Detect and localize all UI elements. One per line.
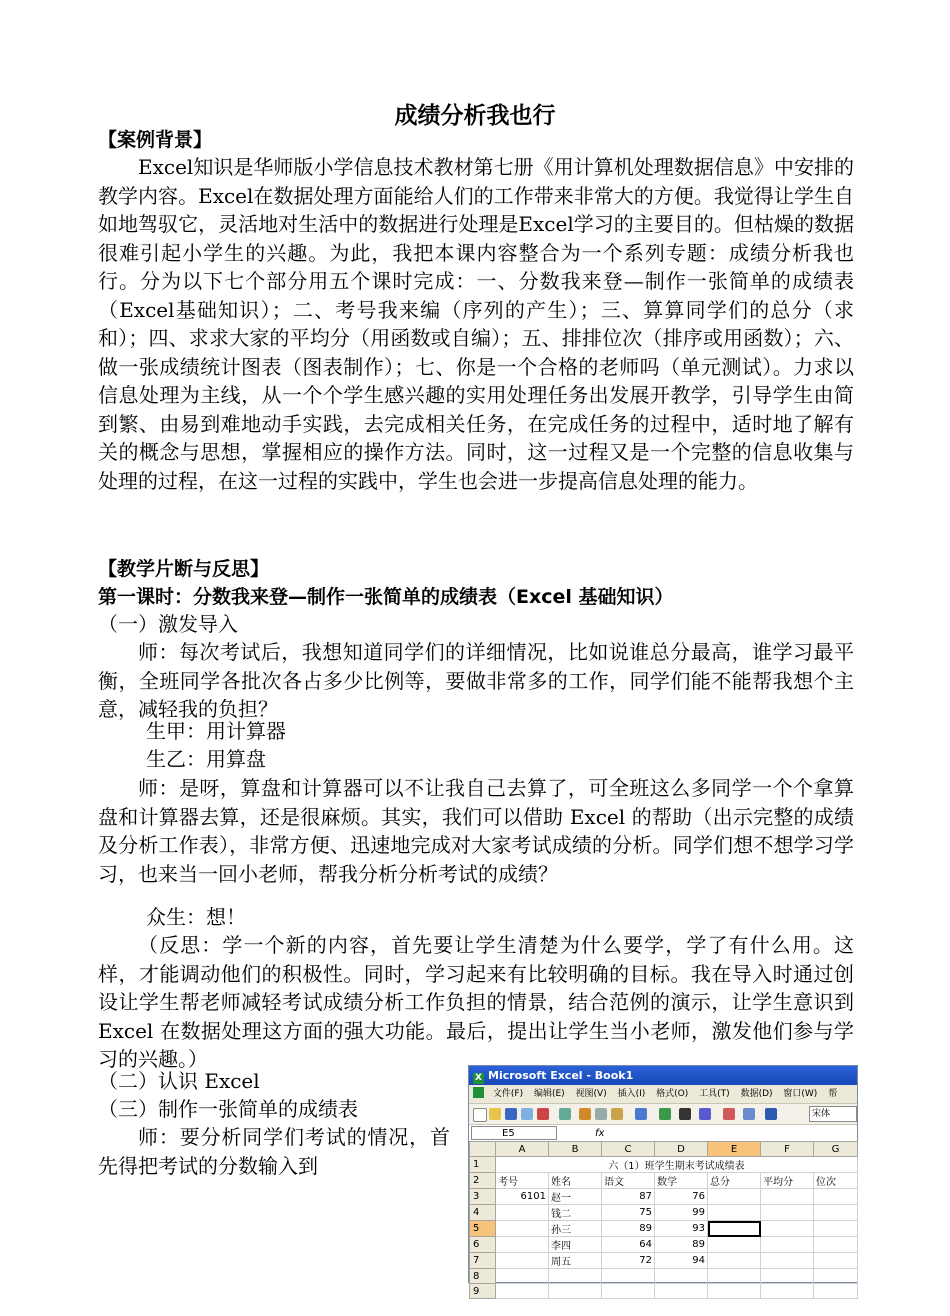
empty-cell[interactable] [814, 1253, 858, 1269]
sheet-title-cell[interactable]: 六（1）班学生期末考试成绩表 [496, 1157, 858, 1173]
row-header[interactable]: 3 [470, 1189, 496, 1205]
id-cell[interactable] [496, 1205, 549, 1221]
autosum-icon[interactable] [679, 1108, 691, 1120]
empty-cell[interactable] [602, 1269, 655, 1284]
empty-cell[interactable] [814, 1205, 858, 1221]
part2-label: （二）认识 Excel [98, 1069, 260, 1093]
save-icon[interactable] [505, 1108, 517, 1120]
part1-label: （一）激发导入 [98, 612, 238, 636]
permission-icon[interactable] [521, 1108, 533, 1120]
row-header[interactable]: 8 [470, 1269, 496, 1284]
paste-icon[interactable] [611, 1108, 623, 1120]
empty-cell[interactable] [761, 1269, 814, 1284]
excel-doc-icon [473, 1087, 484, 1098]
column-header-row [470, 1142, 858, 1157]
excel-menu-bar [469, 1085, 857, 1104]
row-header[interactable]: 9 [470, 1284, 496, 1299]
table-row [470, 1173, 858, 1189]
empty-cell[interactable] [708, 1237, 761, 1253]
open-icon[interactable] [489, 1108, 501, 1120]
table-row [470, 1253, 858, 1269]
menu-data[interactable]: 数据(D) [740, 1089, 773, 1099]
spellcheck-icon[interactable] [559, 1108, 571, 1120]
menu-view[interactable]: 视图(V) [575, 1089, 607, 1099]
row-header[interactable]: 7 [470, 1253, 496, 1269]
teacher-dialogue-1: 师：每次考试后，我想知道同学们的详细情况，比如说谁总分最高，谁学习最平衡，全班同学各批次各占多少比例等，要做非常多的工作，同学们能不能帮我想个主意，减轻我的负担？ [98, 640, 854, 721]
name-box[interactable]: E5 [471, 1126, 557, 1140]
hyperlink-icon[interactable] [659, 1108, 671, 1120]
math-cell[interactable]: 76 [655, 1189, 708, 1205]
math-cell[interactable]: 99 [655, 1205, 708, 1221]
zoom-icon[interactable] [743, 1108, 755, 1120]
table-row [470, 1284, 858, 1299]
row-header[interactable]: 1 [470, 1157, 496, 1173]
header-cell[interactable]: 语文 [602, 1173, 655, 1189]
empty-cell[interactable] [761, 1253, 814, 1269]
empty-cell[interactable] [708, 1284, 761, 1299]
header-cell[interactable]: 数学 [655, 1173, 708, 1189]
excel-window-title: Microsoft Excel - Book1 [488, 1069, 634, 1082]
column-header-c[interactable]: C [602, 1142, 655, 1157]
menu-file[interactable]: 文件(F) [492, 1089, 524, 1099]
excel-toolbar [469, 1104, 857, 1125]
row-header[interactable]: 4 [470, 1205, 496, 1221]
empty-cell[interactable] [496, 1284, 549, 1299]
column-header-a[interactable]: A [496, 1142, 549, 1157]
empty-cell[interactable] [761, 1284, 814, 1299]
empty-cell[interactable] [655, 1284, 708, 1299]
table-row [470, 1205, 858, 1221]
reflection-paragraph: （反思：学一个新的内容，首先要让学生清楚为什么要学，学了有什么用。这样，才能调动他们的积极性。同时，学习起来有比较明确的目标。我在导入时通过创设让学生帮老师减轻考试成绩分析工作负担的情景，结合范例的演示，让学生意识到 Excel 在数据处理这方面的强大功能。最后，提出让学生当小老师，激发他们参与学习的兴趣。） [98, 933, 854, 1071]
math-cell[interactable]: 93 [655, 1221, 708, 1237]
excel-screenshot [468, 1065, 858, 1297]
undo-icon[interactable] [635, 1108, 647, 1120]
teacher-dialogue-2: 师：是呀，算盘和计算器可以不让我自己去算了，可全班这么多同学一个个拿算盘和计算器去算，还是很麻烦。其实，我们可以借助 Excel 的帮助（出示完整的成绩及分析工作表），非常方便、迅速地完成对大家考试成绩的分析。同学们想不想学习学习，也来当一回小老师，帮我分析分析考试的成绩？ [98, 776, 854, 886]
student-b-dialogue: 生乙：用算盘 [146, 747, 266, 771]
background-paragraph: Excel知识是华师版小学信息技术教材第七册《用计算机处理数据信息》中安排的教学内容。Excel在数据处理方面能给人们的工作带来非常大的方便。我觉得让学生自如地驾驭它，灵活地对生活中的数据进行处理是Excel学习的主要目的。但枯燥的数据很难引起小学生的兴趣。为此，我把本课内容整合为一个系列专题：成绩分析我也行。分为以下七个部分用五个课时完成：一、分数我来登—制作一张简单的成绩表（Excel基础知识）；二、考号我来编（序列的产生）；三、算算同学们的总分（求和）；四、求求大家的平均分（用函数或自编）；五、排排位次（排序或用函数）；六、做一张成绩统计图表（图表制作）；七、你是一个合格的老师吗（单元测试）。力求以信息处理为主线，从一个个学生感兴趣的实用处理任务出发展开教学，引导学生由简到繁、由易到难地动手实践，去完成相关任务，在完成任务的过程中，适时地了解有关的概念与思想，掌握相应的操作方法。同时，这一过程又是一个完整的信息收集与处理的过程，在这一过程的实践中，学生也会进一步提高信息处理的能力。 [98, 155, 854, 493]
empty-cell[interactable] [814, 1269, 858, 1284]
id-cell[interactable] [496, 1221, 549, 1237]
table-row [470, 1237, 858, 1253]
menu-window[interactable]: 窗口(W) [783, 1089, 818, 1099]
name-cell[interactable]: 赵一 [549, 1189, 602, 1205]
header-cell[interactable]: 总分 [708, 1173, 761, 1189]
student-a-dialogue: 生甲：用计算器 [146, 719, 286, 743]
empty-cell[interactable] [761, 1205, 814, 1221]
column-header-b[interactable]: B [549, 1142, 602, 1157]
part3-label: （三）制作一张简单的成绩表 [98, 1097, 358, 1121]
empty-cell[interactable] [761, 1221, 814, 1237]
math-cell[interactable]: 94 [655, 1253, 708, 1269]
name-cell[interactable]: 钱二 [549, 1205, 602, 1221]
column-header-d[interactable]: D [655, 1142, 708, 1157]
chinese-cell[interactable]: 72 [602, 1253, 655, 1269]
empty-cell[interactable] [602, 1284, 655, 1299]
menu-edit[interactable]: 编辑(E) [533, 1089, 565, 1099]
math-cell[interactable]: 89 [655, 1237, 708, 1253]
section-heading-background: 【案例背景】 [98, 129, 213, 151]
header-cell[interactable]: 位次 [814, 1173, 858, 1189]
name-cell[interactable]: 周五 [549, 1253, 602, 1269]
select-all-corner[interactable] [470, 1142, 496, 1157]
lesson1-heading: 第一课时：分数我来登—制作一张简单的成绩表（Excel 基础知识） [98, 586, 674, 608]
font-name-box[interactable]: 宋体 [809, 1106, 857, 1122]
chinese-cell[interactable]: 89 [602, 1221, 655, 1237]
cut-icon[interactable] [579, 1108, 591, 1120]
row-header[interactable]: 2 [470, 1173, 496, 1189]
empty-cell[interactable] [708, 1253, 761, 1269]
header-cell[interactable]: 姓名 [549, 1173, 602, 1189]
selected-cell-e5[interactable] [708, 1221, 761, 1237]
table-row [470, 1269, 858, 1284]
empty-cell[interactable] [814, 1221, 858, 1237]
empty-cell[interactable] [708, 1269, 761, 1284]
empty-cell[interactable] [496, 1269, 549, 1284]
chinese-cell[interactable]: 87 [602, 1189, 655, 1205]
excel-title-bar [469, 1066, 857, 1085]
id-cell[interactable] [496, 1237, 549, 1253]
empty-cell[interactable] [708, 1205, 761, 1221]
column-header-g[interactable]: G [814, 1142, 858, 1157]
fx-icon[interactable]: fx [595, 1128, 605, 1139]
chinese-cell[interactable]: 75 [602, 1205, 655, 1221]
table-row [470, 1221, 858, 1237]
table-row [470, 1189, 858, 1205]
id-cell[interactable]: 6101 [496, 1189, 549, 1205]
chinese-cell[interactable]: 64 [602, 1237, 655, 1253]
spreadsheet-grid [469, 1141, 858, 1299]
name-cell[interactable]: 李四 [549, 1237, 602, 1253]
id-cell[interactable] [496, 1253, 549, 1269]
section-heading-teaching: 【教学片断与反思】 [98, 558, 270, 580]
table-row [470, 1157, 858, 1173]
menu-format[interactable]: 格式(O) [656, 1089, 689, 1099]
menu-help[interactable]: 帮 [828, 1089, 838, 1099]
teacher-dialogue-3: 师：要分析同学们考试的情况，首先得把考试的分数输入到 [98, 1125, 450, 1178]
empty-cell[interactable] [814, 1237, 858, 1253]
empty-cell[interactable] [761, 1189, 814, 1205]
empty-cell[interactable] [655, 1269, 708, 1284]
empty-cell[interactable] [814, 1284, 858, 1299]
sort-icon[interactable] [699, 1108, 711, 1120]
students-all-dialogue: 众生：想！ [146, 905, 246, 929]
row-header[interactable]: 6 [470, 1237, 496, 1253]
print-icon[interactable] [537, 1108, 549, 1120]
column-header-f[interactable]: F [761, 1142, 814, 1157]
header-cell[interactable]: 考号 [496, 1173, 549, 1189]
chart-wizard-icon[interactable] [723, 1108, 735, 1120]
empty-cell[interactable] [761, 1237, 814, 1253]
empty-cell[interactable] [814, 1189, 858, 1205]
new-icon[interactable] [473, 1108, 487, 1122]
help-icon[interactable] [765, 1108, 777, 1120]
excel-logo-icon: X [473, 1073, 484, 1084]
header-cell[interactable]: 平均分 [761, 1173, 814, 1189]
menu-tools[interactable]: 工具(T) [699, 1089, 730, 1099]
menu-insert[interactable]: 插入(I) [617, 1089, 646, 1099]
empty-cell[interactable] [549, 1269, 602, 1284]
copy-icon[interactable] [595, 1108, 607, 1120]
name-cell[interactable]: 孙三 [549, 1221, 602, 1237]
document-title: 成绩分析我也行 [394, 103, 556, 129]
empty-cell[interactable] [708, 1189, 761, 1205]
column-header-e[interactable]: E [708, 1142, 761, 1157]
empty-cell[interactable] [549, 1284, 602, 1299]
row-header[interactable]: 5 [470, 1221, 496, 1237]
